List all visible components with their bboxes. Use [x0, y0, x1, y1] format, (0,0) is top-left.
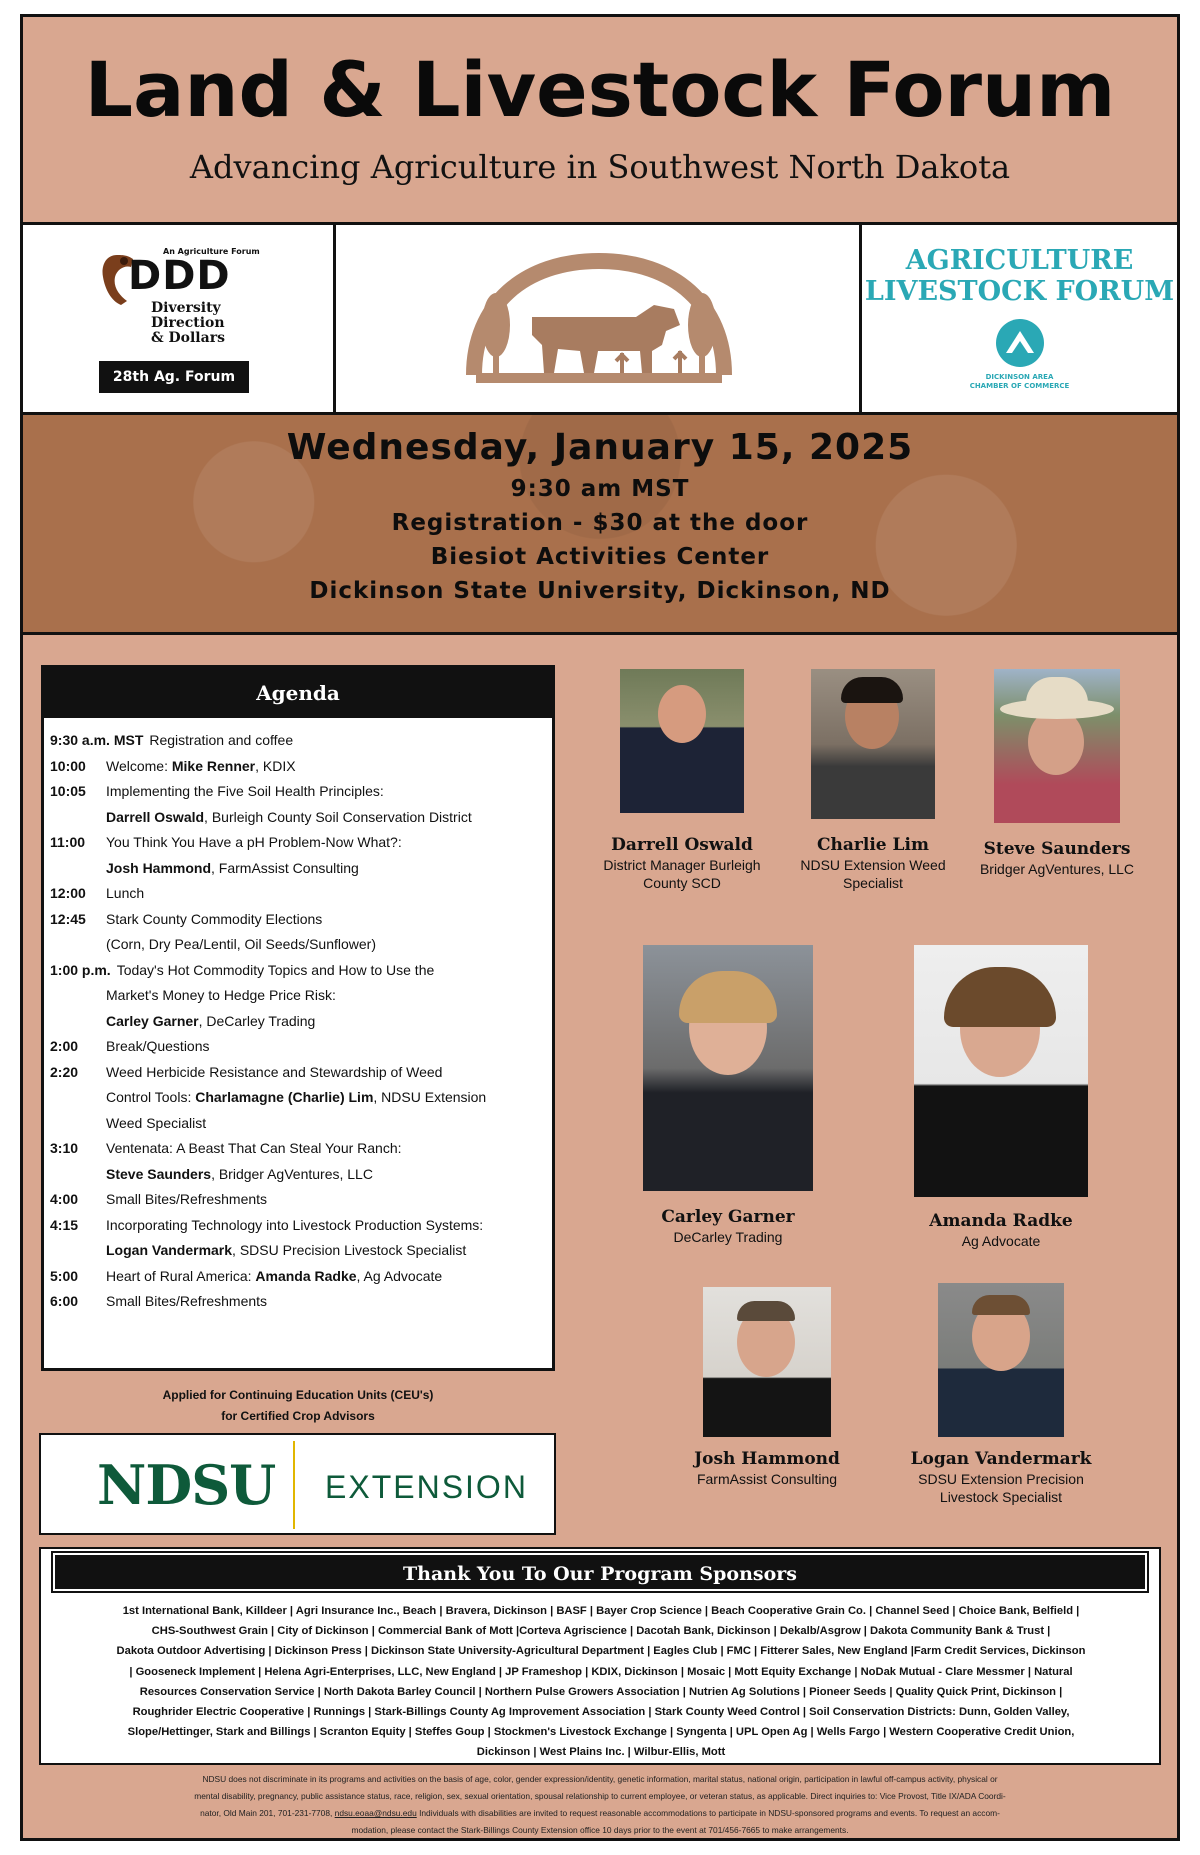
agenda-topic: Today's Hot Commodity Topics and How to Use the [116, 961, 435, 978]
agenda-row [50, 779, 552, 805]
speaker-role: FarmAssist Consulting [696, 1471, 838, 1487]
agenda-time: 1:00 p.m. [50, 961, 111, 978]
speaker-name: Carley Garner [661, 1207, 795, 1227]
speaker-ref: Logan Vandermark [106, 1242, 233, 1258]
agenda-heading: Agenda [44, 668, 552, 718]
sponsors-box [39, 1547, 1161, 1765]
agenda-row [50, 1111, 552, 1137]
agenda-text [106, 830, 552, 856]
agenda-row [50, 856, 552, 882]
speaker-photo [914, 945, 1088, 1197]
agenda-text [106, 1187, 552, 1213]
disclaimer-text: Individuals with disabilities are invited to request reasonable accommodations to participate in NDSU-sponsored programs and events. To request an accom- [416, 1808, 1000, 1818]
header [23, 17, 1177, 225]
speaker-ref: Darrell Oswald [106, 808, 205, 825]
agenda-topic: Break/Questions [106, 1038, 210, 1054]
ddd-line: Direction [151, 315, 225, 331]
agenda-affiliation: , FarmAssist Consulting [211, 859, 359, 876]
speaker-name: Darrell Oswald [611, 835, 753, 855]
logo-divider [293, 1441, 295, 1529]
disclaimer-line: mental disability, pregnancy, public assistance status, race, religion, sex, sexual orientation, spousal relationship to current employee, or veteran status, as applicable. Direct inquiries to: Vice Provost, Title IX/ADA Coordi- [194, 1791, 1006, 1801]
speaker-logan-vandermark [903, 1283, 1099, 1506]
speaker-role: Livestock Specialist [939, 1489, 1063, 1505]
disclaimer-line: NDSU does not discriminate in its programs and activities on the basis of age, color, gender expression/identity, genetic information, marital status, national origin, participation in lawful off-campus activity, physical or [202, 1774, 998, 1784]
agenda-time: 10:05 [50, 783, 86, 799]
agenda-text [106, 881, 552, 907]
agenda-topic: Lunch [106, 885, 145, 901]
speaker-photo [703, 1287, 831, 1437]
logo-row [23, 225, 1177, 415]
page-subtitle: Advancing Agriculture in Southwest North Dakota [189, 148, 1011, 186]
agenda-time: 6:00 [50, 1293, 79, 1309]
agenda-affiliation: , KDIX [255, 757, 296, 774]
sponsor-line: | Gooseneck Implement | Helena Agri-Enterprises, LLC, New England | JP Frameshop | KDIX, Dickinson | Mosaic | Mott Equity Exchange | NoDak Mutual - Clare Messmer | Natural [129, 1665, 1073, 1678]
speaker-name: Amanda Radke [929, 1211, 1073, 1231]
ndsu-extension-logo [39, 1433, 556, 1535]
chamber-line: DICKINSON AREA [985, 373, 1054, 381]
speaker-role: District Manager Burleigh [603, 857, 761, 873]
disclaimer-text: nator, Old Main 201, 701-231-7708, [200, 1808, 335, 1818]
agenda-row [50, 1085, 552, 1111]
sponsor-line: Dakota Outdoor Advertising | Dickinson Press | Dickinson State University-Agricultural Department | Eagles Club | FMC | Fitterer Sales, New England |Farm Credit Services, Dickinson [116, 1645, 1086, 1658]
speaker-photo [643, 945, 813, 1191]
agenda-list [44, 718, 552, 1315]
forum-badge: 28th Ag. Forum [99, 361, 249, 393]
ceu-line: for Certified Crop Advisors [221, 1409, 375, 1423]
agenda-topic: Implementing the Five Soil Health Principles: [106, 783, 384, 799]
agenda-row [50, 805, 552, 831]
agenda-topic: Incorporating Technology into Livestock Production Systems: [106, 1216, 484, 1233]
agenda-text [106, 1264, 552, 1290]
page-title: Land & Livestock Forum [84, 45, 1116, 134]
sponsor-line: Dickinson | West Plains Inc. | Wilbur-Ellis, Mott [476, 1746, 726, 1759]
agenda-text [106, 907, 552, 933]
chamber-line: CHAMBER OF COMMERCE [969, 382, 1070, 390]
agenda-topic: Weed Specialist [106, 1114, 207, 1131]
speaker-ref: Steve Saunders [106, 1165, 212, 1182]
alf-title-line: AGRICULTURE [905, 245, 1134, 276]
nondiscrimination-statement [43, 1771, 1157, 1839]
agenda-affiliation: , NDSU Extension [373, 1089, 487, 1105]
agenda-time: 4:15 [50, 1216, 79, 1233]
ddd-line: & Dollars [151, 330, 225, 346]
sponsor-line: Roughrider Electric Cooperative | Runnings | Stark-Billings County Ag Improvement Association | Stark County Weed Control | Soil Conservation Districts: Dunn, Golden Valley, [132, 1706, 1070, 1719]
agenda-topic: Registration and coffee [149, 732, 294, 748]
chamber-name [862, 373, 1177, 391]
agenda-time: 12:45 [50, 910, 86, 927]
disclaimer-line: modation, please contact the Stark-Billings County Extension office 10 days prior to the event at 701/456-7665 to make arrangements. [351, 1825, 849, 1835]
sponsor-line: CHS-Southwest Grain | City of Dickinson | Commercial Bank of Mott |Corteva Agriscience | Dacotah Bank, Dickinson | Dekalb/Asgrow | Dakota Community Bank & Trust | [151, 1625, 1051, 1638]
agenda-topic: You Think You Have a pH Problem-Now What?: [106, 834, 402, 850]
agenda-topic: Weed Herbicide Resistance and Stewardship of Weed [106, 1063, 443, 1080]
agenda-row [50, 830, 552, 856]
speaker-name: Josh Hammond [694, 1449, 840, 1469]
sponsors-list [51, 1601, 1151, 1763]
agenda-time: 2:20 [50, 1063, 79, 1080]
agenda-time: 9:30 a.m. MST [50, 732, 144, 748]
agenda-text [106, 779, 552, 805]
event-venue: Biesiot Activities Center [430, 544, 770, 570]
agenda-text [106, 1060, 552, 1086]
agenda-row [50, 1213, 552, 1239]
agenda-row [50, 1136, 552, 1162]
agenda-row [50, 754, 552, 780]
agenda-box [41, 665, 555, 1371]
agenda-affiliation: , Bridger AgVentures, LLC [211, 1165, 373, 1182]
alf-title-line: LIVESTOCK FORUM [864, 276, 1175, 307]
ddd-line: Diversity [151, 300, 221, 316]
event-details [23, 415, 1177, 635]
speaker-role: DeCarley Trading [673, 1229, 783, 1245]
alf-title [862, 245, 1177, 307]
agenda-row [50, 1034, 552, 1060]
agenda-topic: Market's Money to Hedge Price Risk: [106, 987, 336, 1003]
agenda-affiliation: , Ag Advocate [356, 1267, 443, 1284]
agenda-topic: Small Bites/Refreshments [106, 1191, 268, 1207]
sponsor-line: Slope/Hettinger, Stark and Billings | Scranton Equity | Steffes Goup | Stockmen's Livestock Exchange | Syngenta | UPL Open Ag | Wells Fargo | Western Cooperative Credit Union, [127, 1726, 1075, 1739]
speaker-name: Logan Vandermark [910, 1449, 1092, 1469]
event-location: Dickinson State University, Dickinson, ND [309, 578, 891, 604]
ddd-lines [151, 301, 225, 346]
agenda-row [50, 907, 552, 933]
speaker-photo [938, 1283, 1064, 1437]
center-logo [336, 225, 862, 412]
speaker-carley-garner [635, 945, 821, 1246]
speaker-ref: Carley Garner [106, 1012, 199, 1029]
email-link[interactable]: ndsu.eoaa@ndsu.edu [334, 1808, 417, 1818]
agenda-row [50, 881, 552, 907]
sponsor-line: 1st International Bank, Killdeer | Agri Insurance Inc., Beach | Bravera, Dickinson | BASF | Bayer Crop Science | Beach Cooperative Grain Co. | Channel Seed | Choice Bank, Belfield | [122, 1605, 1080, 1617]
speaker-role: Bridger AgVentures, LLC [979, 861, 1135, 877]
agenda-row [50, 1060, 552, 1086]
agenda-time: 5:00 [50, 1267, 79, 1284]
agenda-text [106, 754, 552, 780]
agenda-topic: (Corn, Dry Pea/Lentil, Oil Seeds/Sunflower) [106, 936, 376, 952]
agenda-time: 10:00 [50, 757, 86, 774]
agenda-affiliation: , DeCarley Trading [198, 1012, 316, 1029]
alf-logo [862, 225, 1177, 412]
agenda-row [50, 728, 552, 754]
agenda-time: 12:00 [50, 885, 86, 901]
agenda-row [50, 1009, 552, 1035]
sponsors-heading: Thank You To Our Program Sponsors [53, 1553, 1147, 1591]
agenda-text [117, 958, 552, 984]
extension-wordmark: EXTENSION [325, 1469, 528, 1505]
speaker-role: Ag Advocate [961, 1233, 1041, 1249]
agenda-text [106, 1289, 552, 1315]
speaker-ref: Charlamagne (Charlie) Lim [195, 1089, 374, 1105]
agenda-row [50, 983, 552, 1009]
ddd-tagline: An Agriculture Forum [163, 247, 260, 256]
agenda-topic: Welcome: [106, 757, 172, 774]
agenda-time: 3:10 [50, 1140, 79, 1156]
speaker-ref: Mike Renner [171, 757, 256, 774]
agenda-text [106, 1034, 552, 1060]
speaker-darrell-oswald [589, 669, 775, 892]
speaker-steve-saunders [967, 669, 1147, 878]
ddd-logo [23, 225, 336, 412]
speaker-amanda-radke [903, 945, 1099, 1250]
agenda-affiliation: , Burleigh County Soil Conservation District [204, 808, 472, 825]
agenda-row [50, 1238, 552, 1264]
event-time: 9:30 am MST [510, 476, 690, 502]
event-date: Wednesday, January 15, 2025 [286, 427, 914, 468]
ceu-note [93, 1385, 503, 1427]
speaker-name: Steve Saunders [983, 839, 1131, 859]
cow-corn-icon [336, 225, 862, 412]
speaker-josh-hammond [677, 1287, 857, 1488]
agenda-row [50, 1187, 552, 1213]
agenda-row [50, 1289, 552, 1315]
ceu-line: Applied for Continuing Education Units (CEU's) [162, 1388, 434, 1402]
agenda-text [106, 1213, 552, 1239]
speaker-photo [620, 669, 744, 813]
speaker-photo [994, 669, 1120, 823]
agenda-text [106, 1136, 552, 1162]
agenda-time: 11:00 [50, 834, 86, 850]
flyer-frame [20, 14, 1180, 1841]
agenda-text [149, 728, 552, 754]
disclaimer-line [43, 1805, 1157, 1822]
speaker-ref: Amanda Radke [255, 1267, 357, 1284]
agenda-time: 2:00 [50, 1038, 79, 1054]
agenda-row [50, 1162, 552, 1188]
speaker-role: NDSU Extension Weed [800, 857, 946, 873]
agenda-topic: Control Tools: [106, 1089, 196, 1105]
speaker-photo [811, 669, 935, 819]
chamber-icon [996, 319, 1044, 367]
sponsor-line: Resources Conservation Service | North Dakota Barley Council | Northern Pulse Growers Association | Nutrien Ag Solutions | Pioneer Seeds | Quality Quick Print, Dickinson | [139, 1685, 1063, 1698]
ndsu-wordmark: NDSU [97, 1453, 276, 1517]
ddd-mark: DDD [128, 253, 231, 299]
speaker-role: Specialist [843, 875, 903, 891]
speaker-ref: Josh Hammond [106, 859, 212, 876]
agenda-topic: Ventenata: A Beast That Can Steal Your Ranch: [106, 1140, 402, 1156]
speaker-charlie-lim [785, 669, 961, 892]
agenda-row [50, 958, 552, 984]
agenda-row [50, 1264, 552, 1290]
agenda-row [50, 932, 552, 958]
agenda-topic: Heart of Rural America: [106, 1267, 256, 1284]
speaker-role: SDSU Extension Precision [918, 1471, 1084, 1487]
speaker-name: Charlie Lim [817, 835, 929, 855]
event-registration: Registration - $30 at the door [391, 510, 809, 536]
speaker-role: County SCD [643, 875, 721, 891]
agenda-topic: Small Bites/Refreshments [106, 1293, 268, 1309]
agenda-topic: Stark County Commodity Elections [106, 910, 323, 927]
agenda-time: 4:00 [50, 1191, 79, 1207]
agenda-affiliation: , SDSU Precision Livestock Specialist [232, 1242, 467, 1258]
